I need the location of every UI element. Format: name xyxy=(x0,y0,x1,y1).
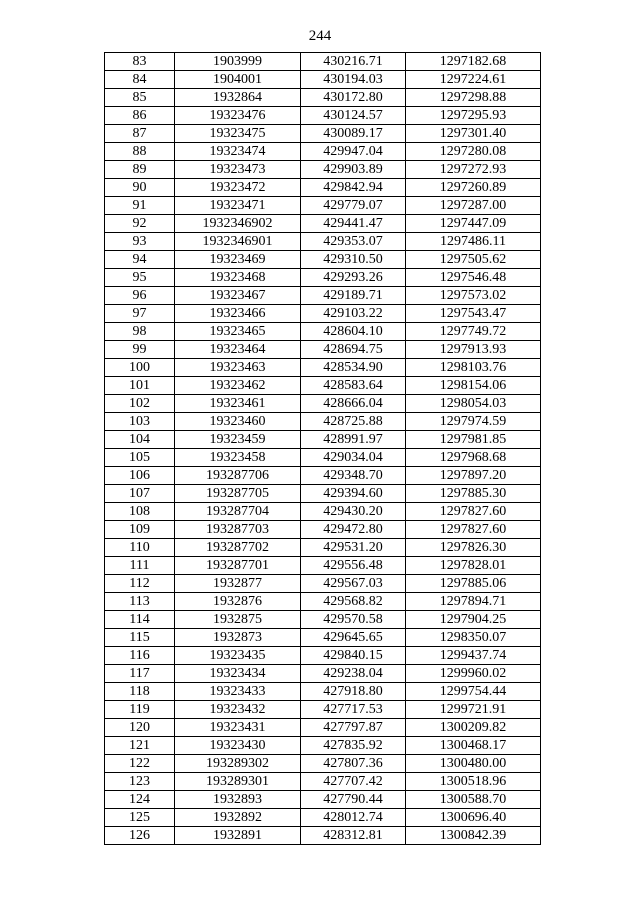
point-id-cell: 1932346901 xyxy=(175,233,301,251)
x-coordinate-cell: 429531.20 xyxy=(301,539,406,557)
x-coordinate-cell: 427717.53 xyxy=(301,701,406,719)
table-row xyxy=(105,143,541,161)
point-id-cell: 19323461 xyxy=(175,395,301,413)
table-row xyxy=(105,71,541,89)
point-id-cell: 1932892 xyxy=(175,809,301,827)
y-coordinate-cell: 1299437.74 xyxy=(406,647,541,665)
y-coordinate-cell: 1297272.93 xyxy=(406,161,541,179)
table-row xyxy=(105,323,541,341)
point-id-cell: 1932875 xyxy=(175,611,301,629)
y-coordinate-cell: 1298103.76 xyxy=(406,359,541,377)
x-coordinate-cell: 428312.81 xyxy=(301,827,406,845)
table-row xyxy=(105,647,541,665)
point-id-cell: 1932891 xyxy=(175,827,301,845)
point-id-cell: 19323467 xyxy=(175,287,301,305)
y-coordinate-cell: 1300480.00 xyxy=(406,755,541,773)
y-coordinate-cell: 1297974.59 xyxy=(406,413,541,431)
point-id-cell: 19323433 xyxy=(175,683,301,701)
table-row xyxy=(105,737,541,755)
row-number-cell: 100 xyxy=(105,359,175,377)
y-coordinate-cell: 1300588.70 xyxy=(406,791,541,809)
point-id-cell: 193287701 xyxy=(175,557,301,575)
x-coordinate-cell: 430172.80 xyxy=(301,89,406,107)
y-coordinate-cell: 1297287.00 xyxy=(406,197,541,215)
point-id-cell: 19323476 xyxy=(175,107,301,125)
y-coordinate-cell: 1297447.09 xyxy=(406,215,541,233)
table-row xyxy=(105,215,541,233)
point-id-cell: 1904001 xyxy=(175,71,301,89)
y-coordinate-cell: 1300842.39 xyxy=(406,827,541,845)
x-coordinate-cell: 429293.26 xyxy=(301,269,406,287)
point-id-cell: 1903999 xyxy=(175,53,301,71)
y-coordinate-cell: 1297913.93 xyxy=(406,341,541,359)
y-coordinate-cell: 1297224.61 xyxy=(406,71,541,89)
x-coordinate-cell: 429189.71 xyxy=(301,287,406,305)
x-coordinate-cell: 427790.44 xyxy=(301,791,406,809)
row-number-cell: 119 xyxy=(105,701,175,719)
table-row xyxy=(105,557,541,575)
table-row xyxy=(105,395,541,413)
x-coordinate-cell: 429238.04 xyxy=(301,665,406,683)
x-coordinate-cell: 429430.20 xyxy=(301,503,406,521)
row-number-cell: 94 xyxy=(105,251,175,269)
x-coordinate-cell: 429840.15 xyxy=(301,647,406,665)
x-coordinate-cell: 428725.88 xyxy=(301,413,406,431)
row-number-cell: 84 xyxy=(105,71,175,89)
row-number-cell: 105 xyxy=(105,449,175,467)
x-coordinate-cell: 429947.04 xyxy=(301,143,406,161)
table-row xyxy=(105,611,541,629)
x-coordinate-cell: 427707.42 xyxy=(301,773,406,791)
y-coordinate-cell: 1297543.47 xyxy=(406,305,541,323)
point-id-cell: 19323435 xyxy=(175,647,301,665)
point-id-cell: 19323472 xyxy=(175,179,301,197)
point-id-cell: 19323464 xyxy=(175,341,301,359)
point-id-cell: 19323460 xyxy=(175,413,301,431)
table-row xyxy=(105,341,541,359)
row-number-cell: 113 xyxy=(105,593,175,611)
row-number-cell: 124 xyxy=(105,791,175,809)
y-coordinate-cell: 1298154.06 xyxy=(406,377,541,395)
row-number-cell: 91 xyxy=(105,197,175,215)
point-id-cell: 19323469 xyxy=(175,251,301,269)
point-id-cell: 19323431 xyxy=(175,719,301,737)
row-number-cell: 98 xyxy=(105,323,175,341)
table-row xyxy=(105,827,541,845)
y-coordinate-cell: 1297826.30 xyxy=(406,539,541,557)
point-id-cell: 193289302 xyxy=(175,755,301,773)
point-id-cell: 19323468 xyxy=(175,269,301,287)
point-id-cell: 193287702 xyxy=(175,539,301,557)
table-row xyxy=(105,269,541,287)
x-coordinate-cell: 429472.80 xyxy=(301,521,406,539)
table-row xyxy=(105,593,541,611)
y-coordinate-cell: 1299721.91 xyxy=(406,701,541,719)
table-row xyxy=(105,107,541,125)
x-coordinate-cell: 428991.97 xyxy=(301,431,406,449)
table-row xyxy=(105,377,541,395)
point-id-cell: 19323474 xyxy=(175,143,301,161)
table-body xyxy=(105,53,541,845)
table-row xyxy=(105,539,541,557)
table-row xyxy=(105,251,541,269)
x-coordinate-cell: 429570.58 xyxy=(301,611,406,629)
y-coordinate-cell: 1297260.89 xyxy=(406,179,541,197)
point-id-cell: 19323458 xyxy=(175,449,301,467)
row-number-cell: 116 xyxy=(105,647,175,665)
table-row xyxy=(105,89,541,107)
x-coordinate-cell: 429645.65 xyxy=(301,629,406,647)
table-row xyxy=(105,161,541,179)
y-coordinate-cell: 1297885.30 xyxy=(406,485,541,503)
table-row xyxy=(105,485,541,503)
y-coordinate-cell: 1297981.85 xyxy=(406,431,541,449)
y-coordinate-cell: 1297827.60 xyxy=(406,521,541,539)
point-id-cell: 193289301 xyxy=(175,773,301,791)
row-number-cell: 108 xyxy=(105,503,175,521)
page-number: 244 xyxy=(308,28,332,44)
x-coordinate-cell: 428666.04 xyxy=(301,395,406,413)
table-row xyxy=(105,125,541,143)
x-coordinate-cell: 429903.89 xyxy=(301,161,406,179)
row-number-cell: 123 xyxy=(105,773,175,791)
table-row xyxy=(105,503,541,521)
table-row xyxy=(105,359,541,377)
row-number-cell: 115 xyxy=(105,629,175,647)
row-number-cell: 106 xyxy=(105,467,175,485)
point-id-cell: 1932876 xyxy=(175,593,301,611)
x-coordinate-cell: 427797.87 xyxy=(301,719,406,737)
y-coordinate-cell: 1299754.44 xyxy=(406,683,541,701)
table-row xyxy=(105,629,541,647)
table-row xyxy=(105,467,541,485)
row-number-cell: 83 xyxy=(105,53,175,71)
row-number-cell: 117 xyxy=(105,665,175,683)
point-id-cell: 19323465 xyxy=(175,323,301,341)
y-coordinate-cell: 1298054.03 xyxy=(406,395,541,413)
table-row xyxy=(105,701,541,719)
y-coordinate-cell: 1297295.93 xyxy=(406,107,541,125)
x-coordinate-cell: 430216.71 xyxy=(301,53,406,71)
point-id-cell: 193287706 xyxy=(175,467,301,485)
y-coordinate-cell: 1297904.25 xyxy=(406,611,541,629)
row-number-cell: 111 xyxy=(105,557,175,575)
x-coordinate-cell: 429103.22 xyxy=(301,305,406,323)
table-row xyxy=(105,575,541,593)
row-number-cell: 120 xyxy=(105,719,175,737)
y-coordinate-cell: 1297486.11 xyxy=(406,233,541,251)
row-number-cell: 86 xyxy=(105,107,175,125)
point-id-cell: 1932873 xyxy=(175,629,301,647)
row-number-cell: 85 xyxy=(105,89,175,107)
x-coordinate-cell: 430089.17 xyxy=(301,125,406,143)
x-coordinate-cell: 429441.47 xyxy=(301,215,406,233)
point-id-cell: 19323432 xyxy=(175,701,301,719)
row-number-cell: 107 xyxy=(105,485,175,503)
table-row xyxy=(105,791,541,809)
x-coordinate-cell: 429842.94 xyxy=(301,179,406,197)
x-coordinate-cell: 427807.36 xyxy=(301,755,406,773)
row-number-cell: 110 xyxy=(105,539,175,557)
x-coordinate-cell: 428534.90 xyxy=(301,359,406,377)
y-coordinate-cell: 1297827.60 xyxy=(406,503,541,521)
row-number-cell: 118 xyxy=(105,683,175,701)
row-number-cell: 126 xyxy=(105,827,175,845)
y-coordinate-cell: 1300696.40 xyxy=(406,809,541,827)
y-coordinate-cell: 1297573.02 xyxy=(406,287,541,305)
point-id-cell: 193287704 xyxy=(175,503,301,521)
point-id-cell: 19323459 xyxy=(175,431,301,449)
x-coordinate-cell: 427835.92 xyxy=(301,737,406,755)
table-row xyxy=(105,413,541,431)
table-row xyxy=(105,287,541,305)
point-id-cell: 19323473 xyxy=(175,161,301,179)
row-number-cell: 95 xyxy=(105,269,175,287)
x-coordinate-cell: 429353.07 xyxy=(301,233,406,251)
row-number-cell: 99 xyxy=(105,341,175,359)
x-coordinate-cell: 430194.03 xyxy=(301,71,406,89)
y-coordinate-cell: 1298350.07 xyxy=(406,629,541,647)
row-number-cell: 104 xyxy=(105,431,175,449)
point-id-cell: 19323434 xyxy=(175,665,301,683)
x-coordinate-cell: 428694.75 xyxy=(301,341,406,359)
x-coordinate-cell: 428012.74 xyxy=(301,809,406,827)
x-coordinate-cell: 429394.60 xyxy=(301,485,406,503)
table-row xyxy=(105,809,541,827)
row-number-cell: 87 xyxy=(105,125,175,143)
y-coordinate-cell: 1297182.68 xyxy=(406,53,541,71)
row-number-cell: 90 xyxy=(105,179,175,197)
table-row xyxy=(105,719,541,737)
row-number-cell: 122 xyxy=(105,755,175,773)
coordinates-table xyxy=(104,52,541,845)
table-row xyxy=(105,431,541,449)
table-row xyxy=(105,449,541,467)
point-id-cell: 1932893 xyxy=(175,791,301,809)
y-coordinate-cell: 1297301.40 xyxy=(406,125,541,143)
row-number-cell: 109 xyxy=(105,521,175,539)
x-coordinate-cell: 429310.50 xyxy=(301,251,406,269)
point-id-cell: 193287705 xyxy=(175,485,301,503)
point-id-cell: 19323462 xyxy=(175,377,301,395)
point-id-cell: 19323475 xyxy=(175,125,301,143)
row-number-cell: 101 xyxy=(105,377,175,395)
row-number-cell: 103 xyxy=(105,413,175,431)
y-coordinate-cell: 1297828.01 xyxy=(406,557,541,575)
y-coordinate-cell: 1297298.88 xyxy=(406,89,541,107)
row-number-cell: 88 xyxy=(105,143,175,161)
table-row xyxy=(105,521,541,539)
point-id-cell: 193287703 xyxy=(175,521,301,539)
row-number-cell: 89 xyxy=(105,161,175,179)
row-number-cell: 93 xyxy=(105,233,175,251)
table-row xyxy=(105,197,541,215)
x-coordinate-cell: 429034.04 xyxy=(301,449,406,467)
table-row xyxy=(105,665,541,683)
x-coordinate-cell: 429568.82 xyxy=(301,593,406,611)
y-coordinate-cell: 1297546.48 xyxy=(406,269,541,287)
y-coordinate-cell: 1297280.08 xyxy=(406,143,541,161)
y-coordinate-cell: 1299960.02 xyxy=(406,665,541,683)
x-coordinate-cell: 427918.80 xyxy=(301,683,406,701)
point-id-cell: 19323463 xyxy=(175,359,301,377)
x-coordinate-cell: 429348.70 xyxy=(301,467,406,485)
point-id-cell: 19323430 xyxy=(175,737,301,755)
y-coordinate-cell: 1300518.96 xyxy=(406,773,541,791)
row-number-cell: 96 xyxy=(105,287,175,305)
table-row xyxy=(105,179,541,197)
table-row xyxy=(105,305,541,323)
x-coordinate-cell: 429779.07 xyxy=(301,197,406,215)
row-number-cell: 125 xyxy=(105,809,175,827)
x-coordinate-cell: 430124.57 xyxy=(301,107,406,125)
y-coordinate-cell: 1297505.62 xyxy=(406,251,541,269)
y-coordinate-cell: 1297968.68 xyxy=(406,449,541,467)
point-id-cell: 19323471 xyxy=(175,197,301,215)
row-number-cell: 114 xyxy=(105,611,175,629)
table-row xyxy=(105,683,541,701)
y-coordinate-cell: 1300209.82 xyxy=(406,719,541,737)
row-number-cell: 97 xyxy=(105,305,175,323)
x-coordinate-cell: 428583.64 xyxy=(301,377,406,395)
row-number-cell: 112 xyxy=(105,575,175,593)
point-id-cell: 19323466 xyxy=(175,305,301,323)
x-coordinate-cell: 428604.10 xyxy=(301,323,406,341)
row-number-cell: 92 xyxy=(105,215,175,233)
y-coordinate-cell: 1297897.20 xyxy=(406,467,541,485)
point-id-cell: 1932877 xyxy=(175,575,301,593)
table-row xyxy=(105,773,541,791)
point-id-cell: 1932864 xyxy=(175,89,301,107)
table-row xyxy=(105,233,541,251)
row-number-cell: 102 xyxy=(105,395,175,413)
y-coordinate-cell: 1297749.72 xyxy=(406,323,541,341)
y-coordinate-cell: 1297894.71 xyxy=(406,593,541,611)
x-coordinate-cell: 429556.48 xyxy=(301,557,406,575)
point-id-cell: 1932346902 xyxy=(175,215,301,233)
x-coordinate-cell: 429567.03 xyxy=(301,575,406,593)
table-row xyxy=(105,755,541,773)
y-coordinate-cell: 1297885.06 xyxy=(406,575,541,593)
table-row xyxy=(105,53,541,71)
row-number-cell: 121 xyxy=(105,737,175,755)
y-coordinate-cell: 1300468.17 xyxy=(406,737,541,755)
